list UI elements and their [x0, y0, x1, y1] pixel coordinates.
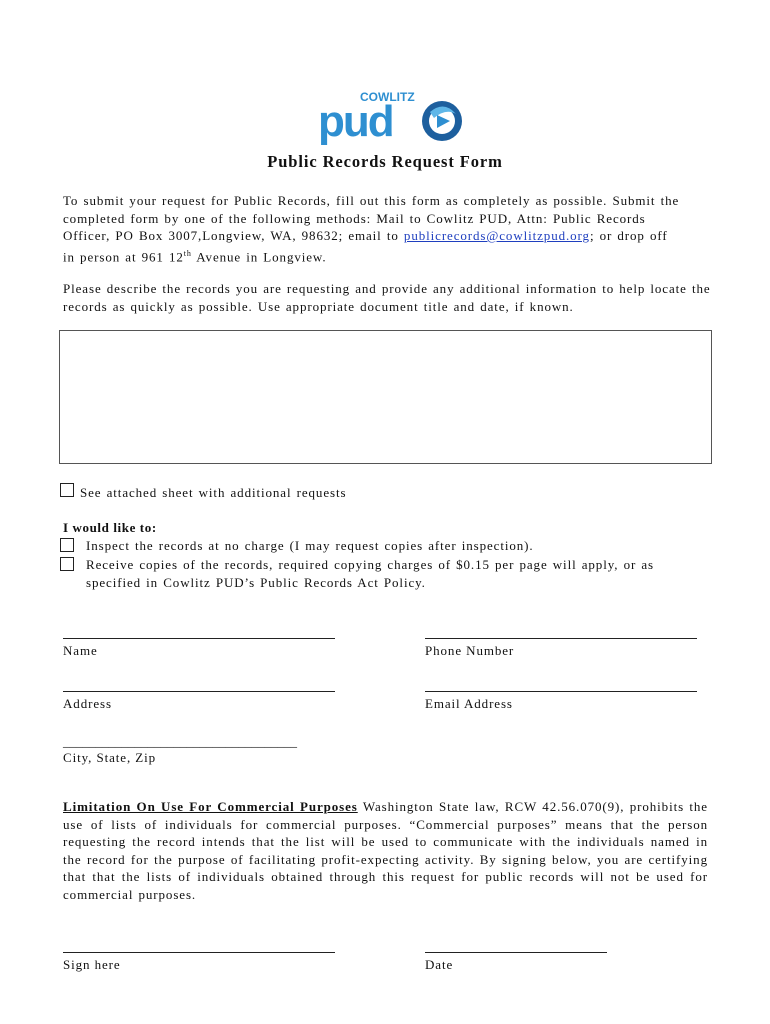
phone-label: Phone Number — [425, 643, 515, 658]
city-state-zip-field[interactable]: ____________________________________ — [63, 734, 297, 749]
limitation-text: Washington State law, RCW 42.56.070(9), prohibits the use of lists of individuals for commercial purposes. “Commercial purposes” means that the person requesting the record intends that the list will be used to communicate with the individuals named in the record for the purpose of facilitating profit-expecting activity. By signing below, you are certifying that that the lists of individuals obtained through this request for public records will not be used for commercial purposes. — [63, 799, 708, 902]
phone-field[interactable] — [425, 638, 697, 639]
receive-copies-label-cont: specified in Cowlitz PUD’s Public Records Act Policy. — [86, 575, 426, 590]
cowlitz-pud-logo-graphic — [318, 88, 464, 150]
sign-label: Sign here — [63, 957, 121, 972]
signature-field[interactable] — [63, 952, 335, 953]
inspect-records-label: Inspect the records at no charge (I may request copies after inspection). — [86, 538, 534, 553]
city-state-zip-label: City, State, Zip — [63, 750, 156, 765]
logo-main-text: pud — [318, 97, 393, 146]
email-suffix: ; or drop off — [589, 228, 668, 243]
intro-line-3 — [63, 227, 713, 245]
name-field[interactable] — [63, 638, 335, 639]
email-address-label: Email Address — [425, 696, 513, 711]
receive-copies-checkbox[interactable] — [60, 557, 74, 571]
address-sup: th — [183, 248, 192, 258]
address-label: Address — [63, 696, 112, 711]
intro-line-4 — [63, 245, 713, 266]
limitation-heading: Limitation On Use For Commercial Purposes — [63, 799, 358, 814]
attached-sheet-label: See attached sheet with additional requests — [80, 485, 347, 500]
would-like-label: I would like to: — [63, 520, 157, 535]
address-prefix: in person at 961 12 — [63, 248, 184, 264]
attached-sheet-checkbox[interactable] — [60, 483, 74, 497]
describe-paragraph: Please describe the records you are requesting and provide any additional information to help locate the records as quickly as possible. Use appropriate document title and date, if known. — [63, 281, 711, 314]
cowlitz-pud-logo — [318, 88, 464, 150]
inspect-records-checkbox[interactable] — [60, 538, 74, 552]
intro-line-1: To submit your request for Public Records, fill out this form as completely as possible. Submit the — [63, 193, 680, 208]
form-title: Public Records Request Form — [267, 152, 503, 171]
receive-copies-label: Receive copies of the records, required copying charges of $0.15 per page will apply, or as — [86, 557, 654, 572]
name-label: Name — [63, 643, 98, 658]
email-address-field[interactable] — [425, 691, 697, 692]
intro-line-3-text: Officer, PO Box 3007,Longview, WA, 98632; email to — [63, 228, 399, 243]
limitation-paragraph — [63, 798, 708, 903]
date-field[interactable] — [425, 952, 607, 953]
date-label: Date — [425, 957, 454, 972]
email-link[interactable]: publicrecords@cowlitzpud.org — [403, 228, 590, 243]
records-description-textarea[interactable] — [59, 330, 712, 464]
address-suffix: Avenue in Longview. — [191, 248, 327, 264]
logo-top-text: COWLITZ — [360, 90, 415, 104]
intro-paragraph — [63, 192, 713, 265]
address-field[interactable] — [63, 691, 335, 692]
intro-line-2: completed form by one of the following methods: Mail to Cowlitz PUD, Attn: Public Records — [63, 210, 646, 226]
